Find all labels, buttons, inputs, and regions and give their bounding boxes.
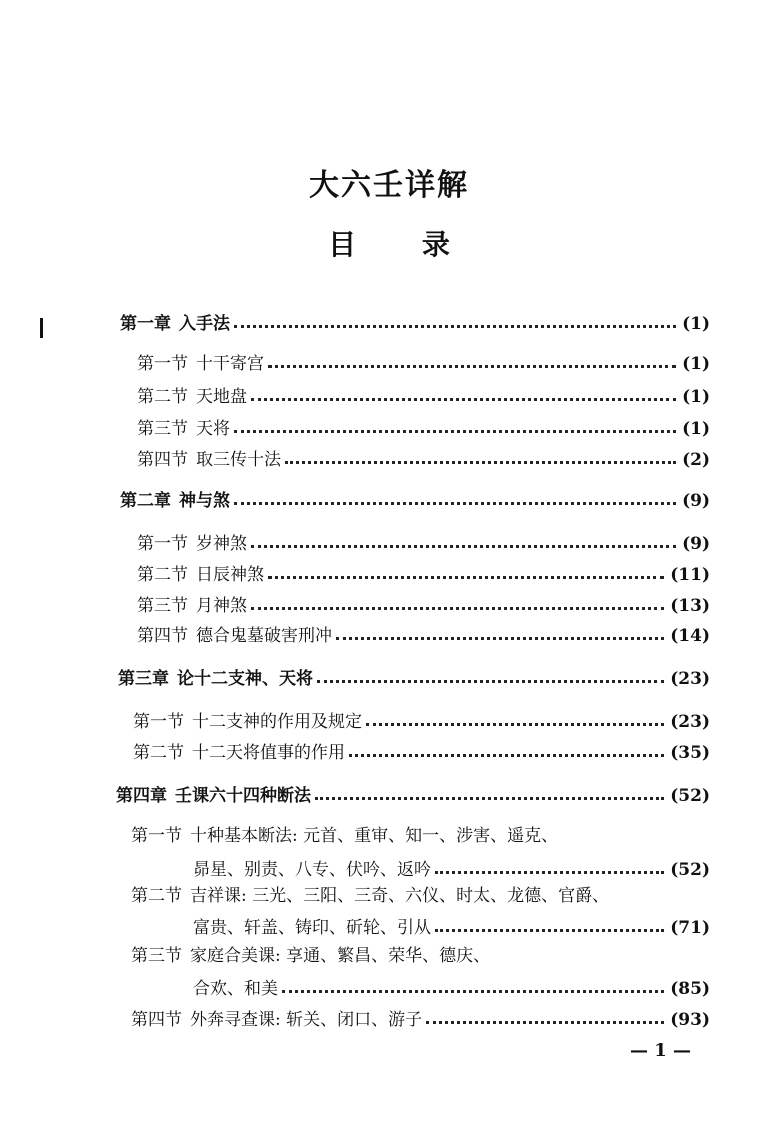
- chapter-title: 壬课六十四种断法: [175, 786, 311, 806]
- leader-dots: [315, 797, 664, 800]
- section-title: 吉祥课: 三光、三阳、三奇、六仪、时太、龙德、官爵、: [190, 886, 610, 906]
- page-number: (85): [670, 979, 710, 999]
- page-number: (13): [670, 596, 710, 616]
- page-number: (14): [670, 626, 710, 646]
- page-number: (1): [682, 419, 710, 439]
- leader-dots: [268, 576, 664, 579]
- toc-chapter-3[interactable]: [118, 665, 710, 689]
- section-number: 第二节: [133, 743, 184, 763]
- toc-section-3-1[interactable]: [133, 708, 710, 732]
- toc-chapter-1[interactable]: [120, 310, 710, 334]
- section-title-continued: 富贵、轩盖、铸印、斫轮、引从: [193, 918, 431, 938]
- chapter-number: 第四章: [116, 786, 167, 806]
- section-title: 十干寄宫: [196, 354, 264, 374]
- toc-section-4-2-continued[interactable]: [193, 914, 710, 938]
- leader-dots: [268, 365, 676, 368]
- leader-dots: [285, 461, 676, 464]
- chapter-number: 第二章: [120, 491, 171, 511]
- toc-section-1-4[interactable]: [137, 446, 710, 470]
- leader-dots: [251, 398, 676, 401]
- page-number: (93): [670, 1010, 710, 1030]
- toc-section-4-2[interactable]: [131, 882, 710, 906]
- section-number: 第一节: [131, 826, 182, 846]
- toc-section-2-1[interactable]: [137, 530, 710, 554]
- leader-dots: [234, 502, 676, 505]
- section-title: 外奔寻查课: 斩关、闭口、游子: [190, 1010, 423, 1030]
- section-title: 十二天将值事的作用: [192, 743, 345, 763]
- toc-section-2-4[interactable]: [137, 622, 710, 646]
- chapter-number: 第三章: [118, 669, 169, 689]
- leader-dots: [435, 929, 664, 932]
- book-title: 大六壬详解: [309, 168, 469, 203]
- section-title: 天地盘: [196, 387, 247, 407]
- page-number: (71): [670, 918, 710, 938]
- leader-dots: [282, 990, 664, 993]
- leader-dots: [349, 754, 664, 757]
- page-number: (52): [670, 786, 710, 806]
- toc-section-1-3[interactable]: [137, 415, 710, 439]
- page-number: (11): [670, 565, 710, 585]
- section-number: 第三节: [131, 946, 182, 966]
- section-title: 取三传十法: [196, 450, 281, 470]
- toc-section-4-3[interactable]: [131, 942, 710, 966]
- section-number: 第三节: [137, 596, 188, 616]
- section-title: 十二支神的作用及规定: [192, 712, 362, 732]
- toc-section-4-1-continued[interactable]: [193, 856, 710, 880]
- section-title: 天将: [196, 419, 230, 439]
- leader-dots: [251, 545, 676, 548]
- leader-dots: [435, 871, 664, 874]
- chapter-title: 神与煞: [179, 491, 230, 511]
- leader-dots: [251, 607, 664, 610]
- toc-chapter-2[interactable]: [120, 487, 710, 511]
- leader-dots: [234, 325, 676, 328]
- chapter-number: 第一章: [120, 314, 171, 334]
- section-title: 月神煞: [196, 596, 247, 616]
- page-number: (1): [682, 387, 710, 407]
- margin-mark: [40, 318, 43, 338]
- section-number: 第二节: [137, 387, 188, 407]
- leader-dots: [366, 723, 664, 726]
- page-number: (23): [670, 669, 710, 689]
- leader-dots: [234, 430, 676, 433]
- toc-section-2-2[interactable]: [137, 561, 710, 585]
- page-folio: — 1 —: [630, 1040, 692, 1061]
- section-title: 十种基本断法: 元首、重审、知一、涉害、遥克、: [190, 826, 559, 846]
- toc-section-1-1[interactable]: [137, 350, 710, 374]
- toc-section-4-3-continued[interactable]: [193, 975, 710, 999]
- toc-chapter-4[interactable]: [116, 782, 710, 806]
- section-title: 日辰神煞: [196, 565, 264, 585]
- chapter-title: 入手法: [179, 314, 230, 334]
- toc-title: 目 录: [328, 228, 478, 261]
- section-title-continued: 昴星、别责、八专、伏吟、返吟: [193, 860, 431, 880]
- section-number: 第四节: [137, 626, 188, 646]
- section-number: 第二节: [131, 886, 182, 906]
- toc-section-4-4[interactable]: [131, 1006, 710, 1030]
- section-number: 第四节: [137, 450, 188, 470]
- chapter-title: 论十二支神、天将: [177, 669, 313, 689]
- section-number: 第二节: [137, 565, 188, 585]
- toc-section-4-1[interactable]: [131, 822, 710, 846]
- section-number: 第一节: [137, 534, 188, 554]
- page-number: (1): [682, 314, 710, 334]
- toc-section-3-2[interactable]: [133, 739, 710, 763]
- section-title-continued: 合欢、和美: [193, 979, 278, 999]
- section-number: 第四节: [131, 1010, 182, 1030]
- page-number: (52): [670, 860, 710, 880]
- toc-section-1-2[interactable]: [137, 383, 710, 407]
- page-number: (9): [682, 491, 710, 511]
- leader-dots: [336, 637, 664, 640]
- page-number: (35): [670, 743, 710, 763]
- page-number: (23): [670, 712, 710, 732]
- section-number: 第一节: [133, 712, 184, 732]
- page-number: (1): [682, 354, 710, 374]
- section-title: 德合鬼墓破害刑冲: [196, 626, 332, 646]
- section-title: 岁神煞: [196, 534, 247, 554]
- leader-dots: [317, 680, 664, 683]
- page-number: (2): [682, 450, 710, 470]
- leader-dots: [426, 1021, 664, 1024]
- page-number: (9): [682, 534, 710, 554]
- toc-section-2-3[interactable]: [137, 592, 710, 616]
- section-number: 第三节: [137, 419, 188, 439]
- section-number: 第一节: [137, 354, 188, 374]
- section-title: 家庭合美课: 享通、繁昌、荣华、德庆、: [190, 946, 491, 966]
